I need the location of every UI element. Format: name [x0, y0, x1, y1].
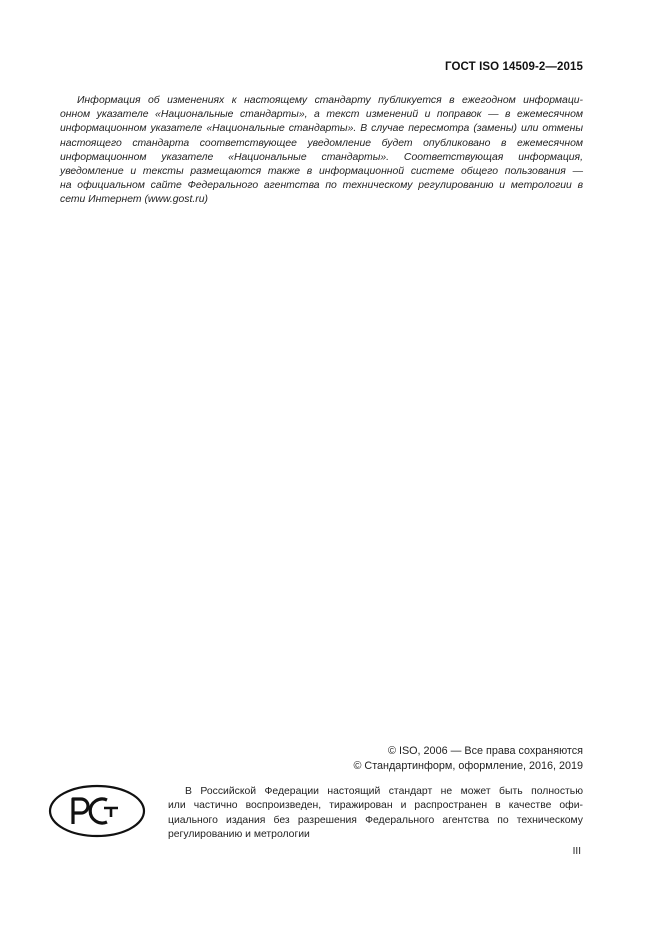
notice-line: В Российской Федерации настоящий стандарт не может быть полностью [185, 786, 583, 797]
info-line: уведомление и тексты размещаются также в информационной системе общего пользования — [60, 165, 583, 177]
gost-r-logo-icon [47, 783, 147, 839]
copyright-standartinform: © Стандартинформ, оформление, 2016, 2019 [353, 759, 583, 772]
reproduction-notice [168, 785, 583, 843]
info-line: информационном указателе «Национальные стандарты». Соответствующая информация, [60, 151, 583, 163]
notice-line: циального издания без разрешения Федерального агентства по техническому [168, 814, 583, 826]
info-line: сети Интернет (www.gost.ru) [60, 194, 208, 206]
copyright-block [353, 744, 583, 773]
info-line: информационном указателе «Национальные стандарты». В случае пересмотра (замены) или отмены [60, 123, 583, 135]
page-number: III [572, 846, 581, 857]
info-line: онном указателе «Национальные стандарты», а текст изменений и поправок — в ежемесячном [60, 109, 583, 121]
notice-line: регулированию и метрологии [168, 829, 310, 841]
change-info-paragraph [60, 94, 583, 208]
notice-line: или частично воспроизведен, тиражирован и распространен в качестве офи- [168, 800, 583, 812]
copyright-iso: © ISO, 2006 — Все права сохраняются [388, 745, 583, 757]
info-line: на официальном сайте Федерального агентства по техническому регулированию и метрологии в [60, 180, 583, 192]
info-line: Информация об изменениях к настоящему стандарту публикуется в ежегодном информаци- [77, 95, 583, 106]
document-code: ГОСТ ISO 14509-2—2015 [445, 61, 583, 73]
info-line: настоящего стандарта соответствующее уведомление будет опубликовано в ежемесячном [60, 137, 583, 149]
